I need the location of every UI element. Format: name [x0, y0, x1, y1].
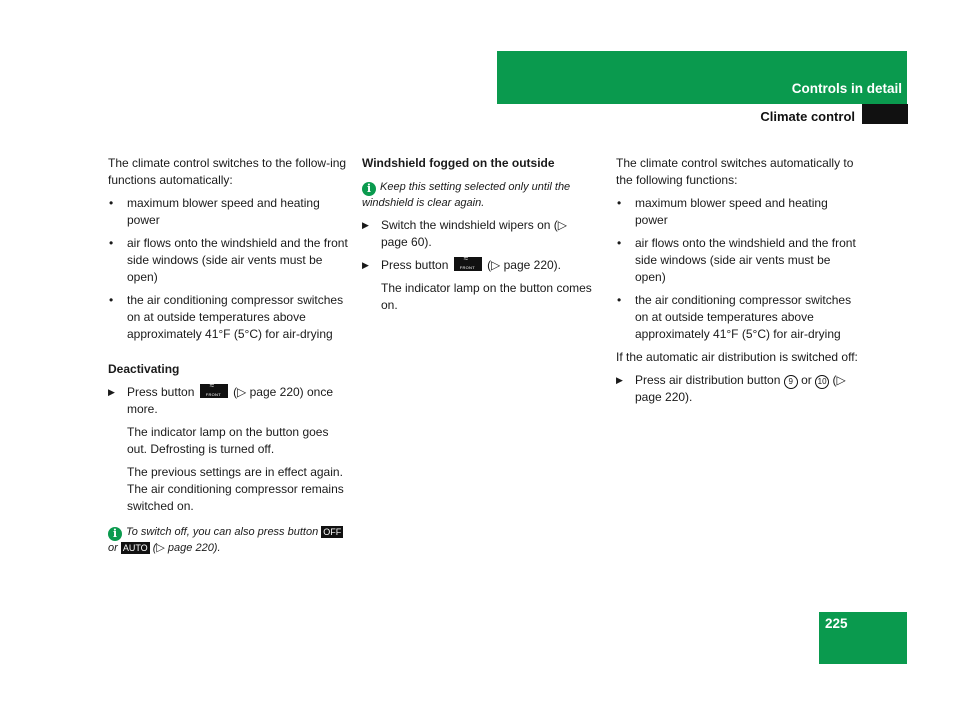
step-arrow-icon: ▶: [108, 387, 115, 397]
right-intro: The climate control switches automatically to the following functions:: [616, 156, 854, 187]
left-bullet: • air flows onto the windshield and the front side windows (side air vents must be open): [108, 235, 348, 286]
section-tab-marker: [862, 104, 908, 124]
middle-result: The indicator lamp on the button comes on.: [381, 281, 592, 312]
step-arrow-icon: ▶: [362, 260, 369, 270]
off-button-icon: OFF: [323, 527, 342, 537]
press-button-step: [362, 254, 592, 274]
right-bullet: • air flows onto the windshield and the front side windows (side air vents must be open): [616, 235, 861, 286]
right-condition: If the automatic air distribution is switched off:: [616, 350, 858, 364]
note-text-1: To switch off, you can also press button: [126, 526, 319, 538]
middle-note-text: Keep this setting selected only until the windshield is clear again.: [362, 181, 571, 209]
note-or: or: [108, 542, 118, 554]
step-text-before: Press air distribution button: [635, 373, 781, 387]
step-text-after: (▷ page 220) once more.: [127, 385, 334, 416]
left-column: [108, 155, 348, 562]
deactivating-heading: Deactivating: [108, 362, 180, 376]
left-bullet: • the air conditioning compressor switches on at outside temperatures above approximately 41°F (5°C) for air-drying: [108, 292, 348, 343]
info-icon: i: [108, 527, 122, 541]
step-text: Switch the windshield wipers on (▷ page 60).: [381, 218, 567, 249]
step-text-before: Press button: [381, 258, 449, 272]
deactivate-result-2: The previous settings are in effect again. The air conditioning compressor remains switched on.: [127, 465, 344, 513]
left-intro: The climate control switches to the follow-ing functions automatically:: [108, 156, 347, 187]
middle-info-note: [362, 180, 592, 211]
right-column: [616, 155, 861, 412]
auto-button-icon: AUTO: [122, 543, 148, 553]
front-defrost-button-icon: ≈ FRONT: [454, 257, 482, 271]
left-info-note: [108, 525, 348, 556]
note-text-2: (▷ page 220).: [152, 542, 221, 554]
step-arrow-icon: ▶: [616, 375, 623, 385]
wiper-step: [362, 217, 592, 251]
info-icon: i: [362, 182, 376, 196]
step-text-after: (▷ page 220).: [635, 373, 846, 404]
right-bullet: • maximum blower speed and heating power: [616, 195, 861, 229]
front-defrost-button-icon: ≈ FRONT: [200, 384, 228, 398]
step-text-before: Press button: [127, 385, 195, 399]
right-bullet: • the air conditioning compressor switches on at outside temperatures above approximately 41°F (5°C) for air-drying: [616, 292, 861, 343]
page-number: 225: [825, 616, 848, 631]
deactivate-step: [108, 381, 348, 418]
left-bullet: • maximum blower speed and heating power: [108, 195, 348, 229]
section-title: Climate control: [760, 109, 855, 124]
deactivate-result-1: The indicator lamp on the button goes out. Defrosting is turned off.: [127, 425, 329, 456]
step-text-after: (▷ page 220).: [487, 258, 562, 272]
button-9-icon: 9: [784, 375, 798, 389]
windshield-fogged-heading: Windshield fogged on the outside: [362, 156, 555, 170]
step-arrow-icon: ▶: [362, 220, 369, 230]
middle-column: [362, 155, 592, 320]
step-or: or: [801, 373, 812, 387]
button-10-icon: 10: [815, 375, 829, 389]
chapter-title: Controls in detail: [791, 81, 902, 96]
air-distribution-step: [616, 372, 861, 406]
